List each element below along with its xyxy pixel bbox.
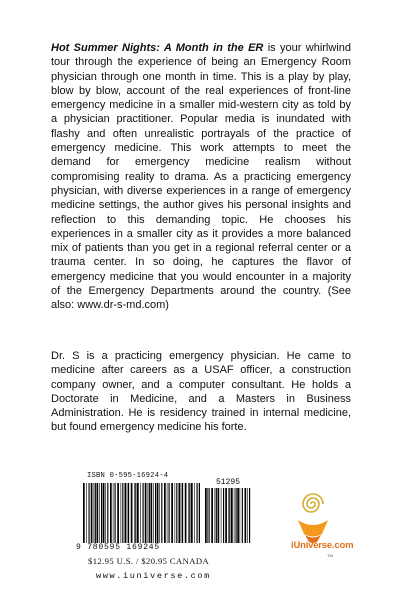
barcode-bar: [205, 488, 207, 543]
barcode-bar: [117, 483, 119, 543]
barcode-bar: [218, 488, 220, 543]
barcode-bar: [148, 483, 149, 543]
barcode-bar: [83, 483, 85, 543]
barcode-bar: [159, 483, 160, 543]
barcode-bar: [143, 483, 144, 543]
isbn-label: ISBN 0-595-16924-4: [87, 472, 169, 480]
barcode-bar: [134, 483, 135, 543]
barcode-bar: [191, 483, 193, 543]
price-barcode: [204, 488, 251, 543]
publisher-website: www.iuniverse.com: [96, 571, 211, 581]
barcode-bar: [157, 483, 159, 543]
trademark-mark: TM: [327, 553, 333, 558]
publisher-logo-text: iUniverse.com: [291, 540, 354, 551]
barcode-bar: [97, 483, 99, 543]
barcode-bar: [231, 488, 233, 543]
barcode-bar: [240, 488, 241, 543]
barcode-bar: [149, 483, 150, 543]
barcode-bar: [115, 483, 116, 543]
barcode-addon-number: 51295: [215, 478, 240, 487]
barcode-bar: [103, 483, 105, 543]
barcode-bar: [161, 483, 162, 543]
barcode-bar: [179, 483, 181, 543]
barcode-bar: [155, 483, 156, 543]
barcode-bar: [125, 483, 127, 543]
barcode-bar: [86, 483, 87, 543]
barcode-bar: [128, 483, 129, 543]
barcode-bar: [153, 483, 154, 543]
barcode-bar: [95, 483, 96, 543]
spiral-icon: [303, 494, 323, 512]
barcode-bar: [110, 483, 112, 543]
barcode-bar: [94, 483, 95, 543]
barcode-bar: [237, 488, 239, 543]
barcode-bar: [199, 483, 200, 543]
barcode-bar: [249, 488, 250, 543]
barcode-bar: [236, 488, 237, 543]
barcode-bar: [107, 483, 108, 543]
barcode-bar: [182, 483, 183, 543]
barcode-bar: [171, 483, 173, 543]
book-title: Hot Summer Nights: A Month in the ER: [51, 42, 264, 54]
price-label: $12.95 U.S. / $20.95 CANADA: [88, 556, 210, 566]
barcode-bar: [221, 488, 222, 543]
barcode-digits: 9 780595 169245: [76, 543, 161, 552]
barcode-bar: [122, 483, 123, 543]
barcode-bar: [131, 483, 133, 543]
barcode-bar: [242, 488, 243, 543]
barcode-bar: [127, 483, 128, 543]
barcode-bar: [101, 483, 102, 543]
barcode-bar: [245, 488, 247, 543]
barcode-bar: [207, 488, 208, 543]
barcode-bar: [223, 488, 224, 543]
barcode-bar: [197, 483, 198, 543]
barcode-bar: [216, 488, 217, 543]
barcode-bar: [247, 488, 248, 543]
description-text: is your whirlwind tour through the experience of being an Emergency Room physician through one month in time. This is a play by play, blow by blow, account of the real experiences of front-line emergency medicine in a smaller mid-western city as told by a physician practitioner. Popular media is inundated with flashy and often unrealistic portrayals of the practice of emergency medicine. This work attempts to meet the demand for emergency medicine realism without compromising reality to drama. As a practicing emergency physician, with diverse experiences in a range of emergency medicine settings, the author gives his personal insights and reflection to this demanding topic. He chooses his experiences in a smaller city as it provides a more balanced mix of patients than you get in a regional referral center or a trauma center. In so doing, he captures the flavor of emergency medicine that you would encounter in a majority of the Emergency Departments around the country. (See also: www.dr-s-md.com): [51, 42, 351, 312]
barcode-bar: [137, 483, 139, 543]
barcode-bar: [135, 483, 136, 543]
barcode-bar: [176, 483, 177, 543]
barcode-bar: [225, 488, 227, 543]
barcode-bar: [189, 483, 190, 543]
barcode-bar: [145, 483, 147, 543]
book-description: [51, 41, 351, 313]
barcode-bar: [228, 488, 229, 543]
barcode-bar: [229, 488, 230, 543]
barcode-bar: [194, 483, 195, 543]
barcode-bar: [99, 483, 100, 543]
barcode-bar: [209, 488, 210, 543]
barcode-bar: [185, 483, 187, 543]
barcode-bar: [121, 483, 122, 543]
barcode-bar: [169, 483, 170, 543]
barcode-bar: [211, 488, 213, 543]
barcode-bar: [188, 483, 189, 543]
barcode-bar: [164, 483, 166, 543]
isbn-barcode: [82, 483, 200, 543]
barcode-bar: [105, 483, 106, 543]
barcode-bar: [175, 483, 176, 543]
barcode-bar: [151, 483, 153, 543]
barcode-bar: [167, 483, 168, 543]
barcode-bar: [234, 488, 235, 543]
barcode-bar: [215, 488, 216, 543]
barcode-bar: [113, 483, 114, 543]
barcode-bar: [89, 483, 90, 543]
barcode-bar: [140, 483, 141, 543]
barcode-bar: [91, 483, 93, 543]
author-bio: Dr. S is a practicing emergency physician. He came to medicine after careers as a USAF officer, a construction company owner, and a computer consultant. He holds a Doctorate in Medicine, and a Masters in Business Administration. He is residency trained in internal medicine, but found emergency medicine his forte.: [51, 350, 351, 434]
iuniverse-logo: [288, 486, 338, 576]
barcode-bar: [181, 483, 182, 543]
